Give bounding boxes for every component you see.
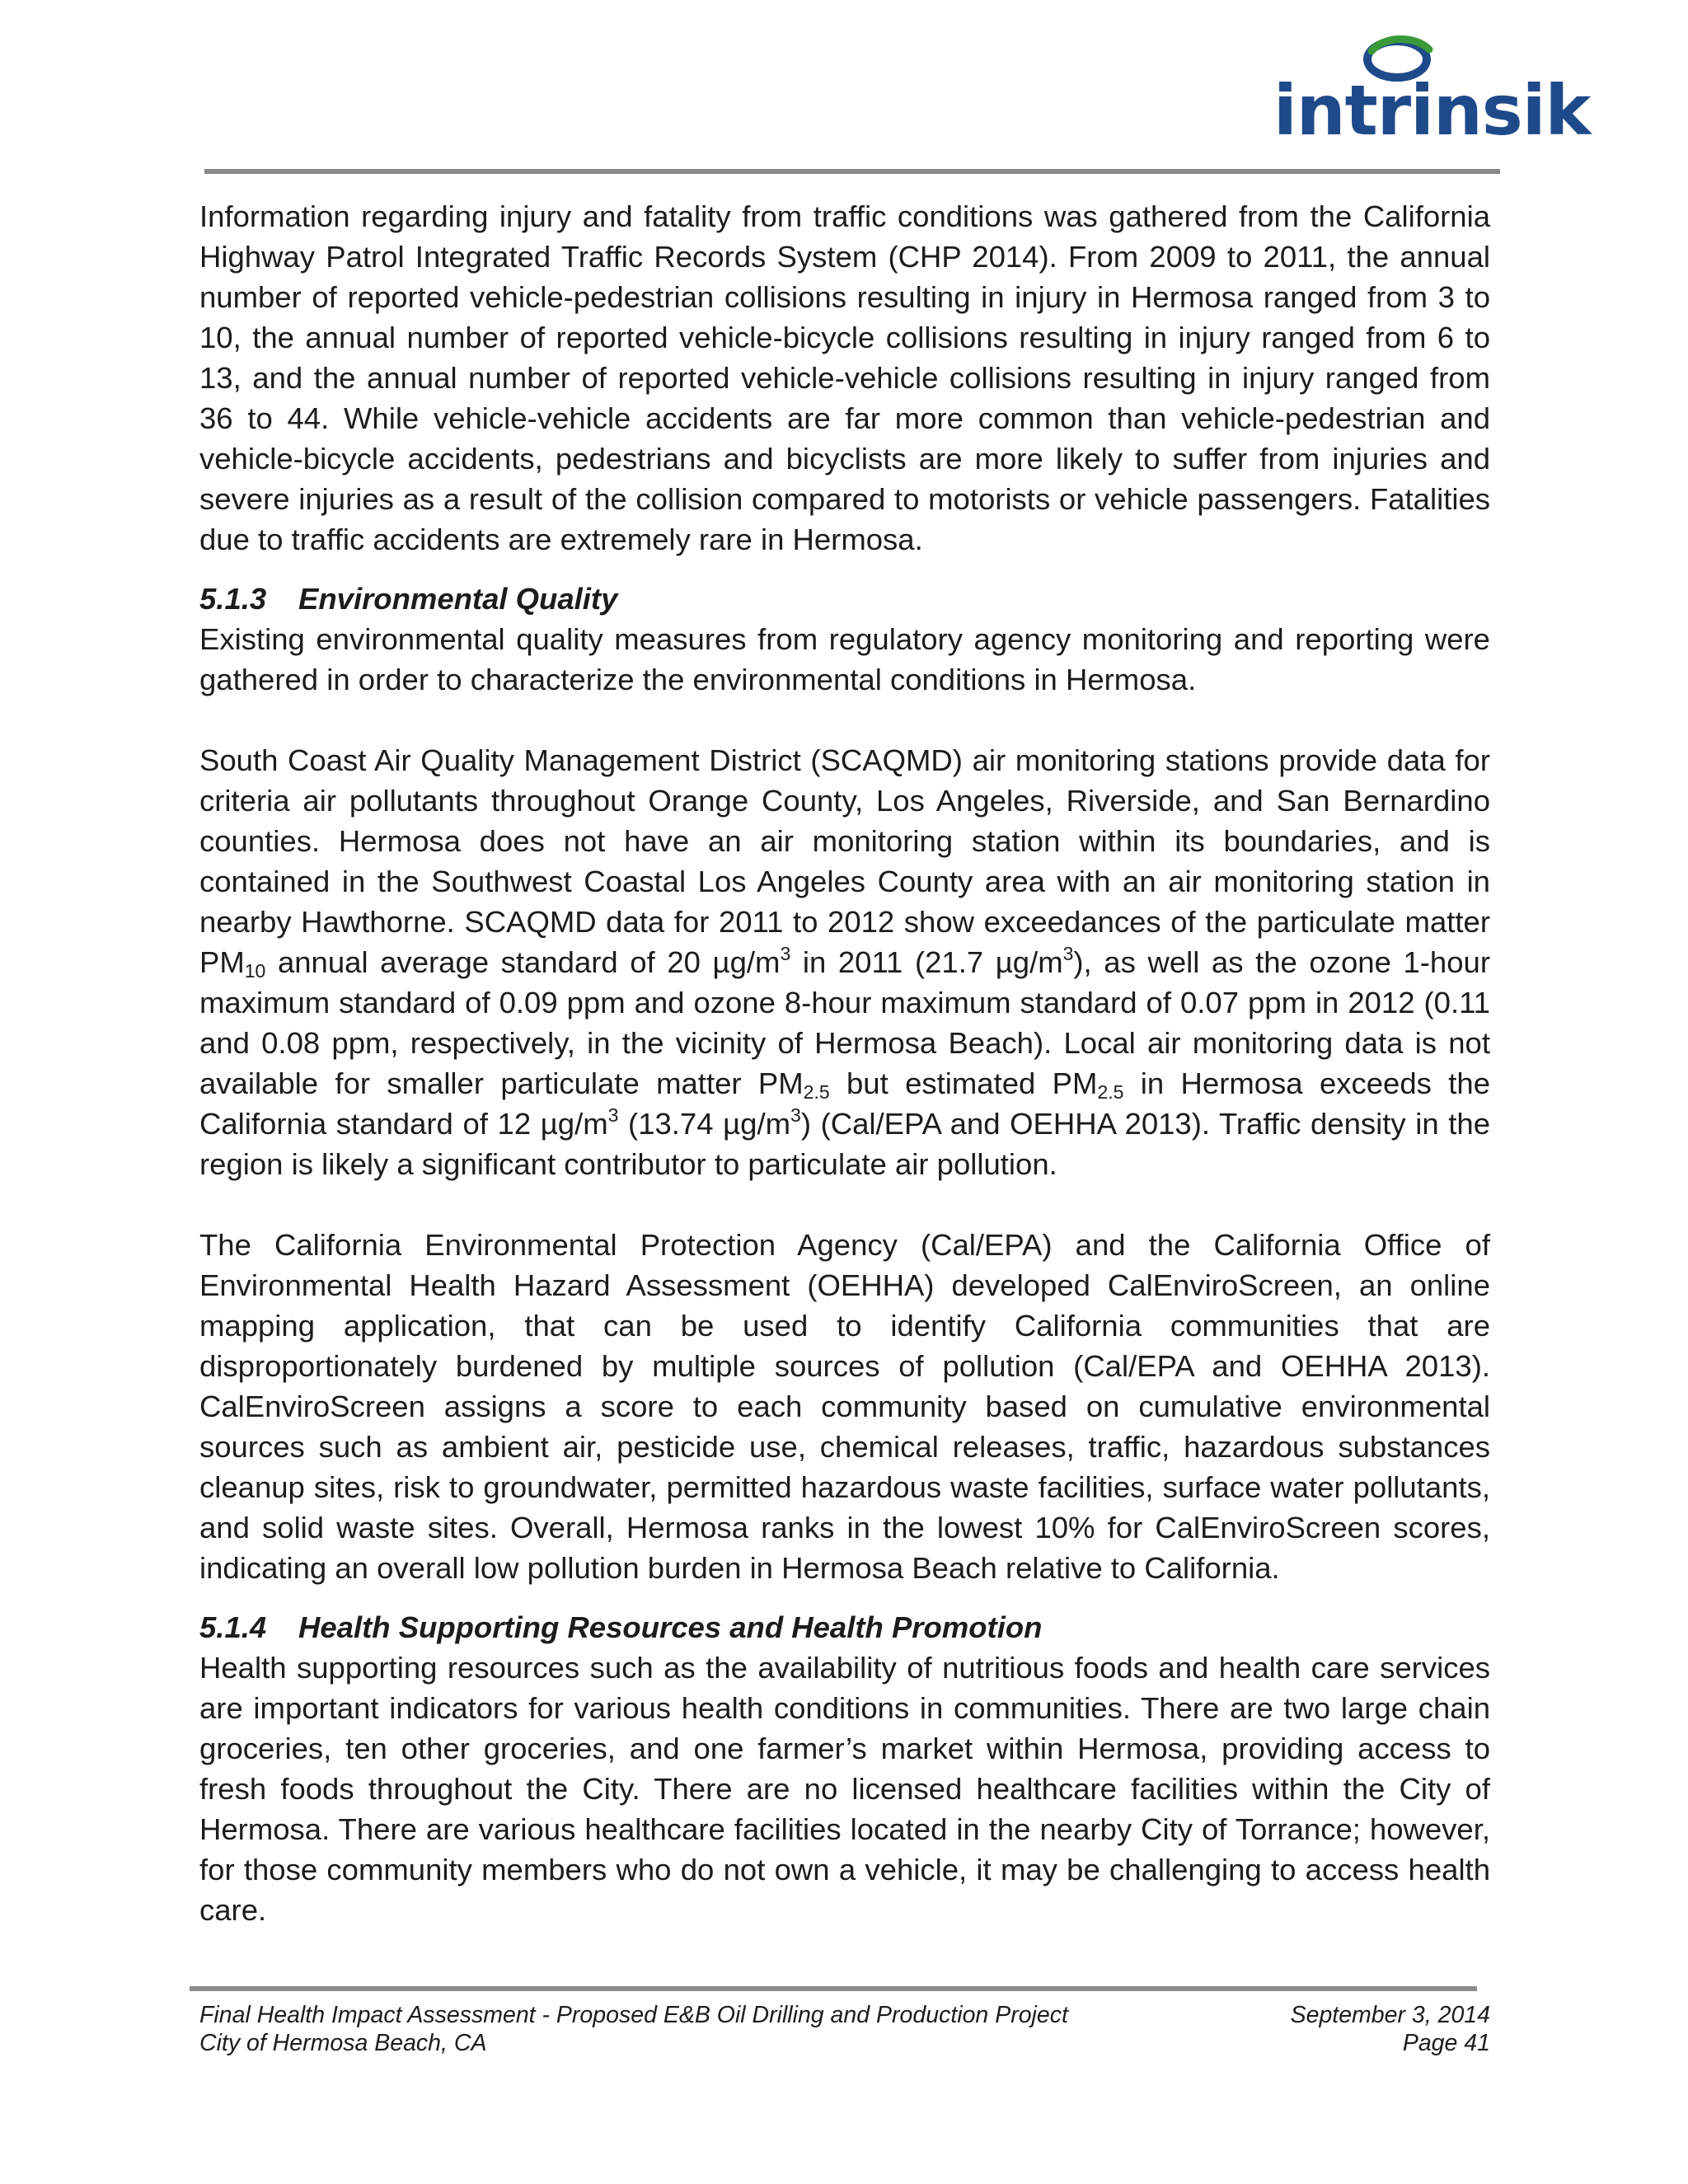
paragraph-env-quality-intro: Existing environmental quality measures from regulatory agency monitoring and reporting were gathered in order to characterize the environmental conditions in Hermosa.	[199, 622, 1490, 696]
footer-date: September 3, 2014	[1290, 2002, 1490, 2028]
footer-document-title: Final Health Impact Assessment - Proposed E&B Oil Drilling and Production Project	[199, 2002, 1068, 2028]
header-rule	[204, 169, 1500, 174]
section-number: 5.1.3	[199, 582, 267, 616]
paragraph-calenviroscreen: The California Environmental Protection Agency (Cal/EPA) and the California Office of Environmental Health Hazard Assessment (OEHHA) developed CalEnviroScreen, an online mapping application, that can be used to identify California communities that are disproportionately burdened by multiple sources of pollution (Cal/EPA and OEHHA 2013). CalEnviroScreen assigns a score to each community based on cumulative environmental sources such as ambient air, pesticide use, chemical releases, traffic, hazardous substances cleanup sites, risk to groundwater, permitted hazardous waste facilities, surface water pollutants, and solid waste sites. Overall, Hermosa ranks in the lowest 10% for CalEnviroScreen scores, indicating an overall low pollution burden in Hermosa Beach relative to California.	[199, 1228, 1490, 1585]
footer-page-number: Page 41	[1402, 2030, 1490, 2056]
paragraph-traffic-injury: Information regarding injury and fatality from traffic conditions was gathered from the California Highway Patrol Integrated Traffic Records System (CHP 2014). From 2009 to 2011, the annual number of reported vehicle-pedestrian collisions resulting in injury in Hermosa ranged from 3 to 10, the annual number of reported vehicle-bicycle collisions resulting in injury ranged from 6 to 13, and the annual number of reported vehicle-vehicle collisions resulting in injury ranged from 36 to 44. While vehicle-vehicle accidents are far more common than vehicle-pedestrian and vehicle-bicycle accidents, pedestrians and bicyclists are more likely to suffer from injuries and severe injuries as a result of the collision compared to motorists or vehicle passengers. Fatalities due to traffic accidents are extremely rare in Hermosa.	[199, 199, 1490, 556]
paragraph-air-quality: South Coast Air Quality Management District (SCAQMD) air monitoring stations provide data for criteria air pollutants throughout Orange County, Los Angeles, Riverside, and San Bernardino counties. Hermosa does not have an air monitoring station within its boundaries, and is contained in the Southwest Coastal Los Angeles County area with an air monitoring station in nearby Hawthorne. SCAQMD data for 2011 to 2012 show exceedances of the particulate matter $PM_{10}$ annual average standard of 20 $\mu g/m^3$ in 2011 (21.7 $\mu g/m^3$), as well as the ozone 1-hour maximum standard of 0.09 ppm and ozone 8-hour maximum standard of 0.07 ppm in 2012 (0.11 and 0.08 ppm, respectively, in the vicinity of Hermosa Beach). Local air monitoring data is not available for smaller particulate matter $PM_{2.5}$ but estimated $PM_{2.5}$ in Hermosa exceeds the California standard of 12 $\mu g/m^3$ (13.74 $\mu g/m^3$) (Cal/EPA and OEHHA 2013). Traffic density in the region is likely a significant contributor to particulate air pollution.	[199, 743, 1491, 1181]
paragraph-health-resources: Health supporting resources such as the availability of nutritious foods and health care services are important indicators for various health conditions in communities. There are two large chain groceries, ten other groceries, and one farmer’s market within Hermosa, providing access to fresh foods throughout the City. There are no licensed healthcare facilities within the City of Hermosa. There are various healthcare facilities located in the nearby City of Torrance; however, for those community members who do not own a vehicle, it may be challenging to access health care.	[199, 1651, 1490, 1927]
section-number: 5.1.4	[199, 1610, 267, 1644]
intrinsik-logo	[1273, 33, 1591, 151]
page-content	[199, 196, 1490, 1930]
logo-wordmark: intrinsik	[1273, 70, 1591, 151]
footer-location: City of Hermosa Beach, CA	[199, 2030, 487, 2056]
page-footer	[199, 2001, 1490, 2057]
section-heading-5-1-3	[199, 579, 1490, 619]
section-title: Environmental Quality	[298, 582, 618, 616]
section-heading-5-1-4	[199, 1608, 1490, 1647]
section-title: Health Supporting Resources and Health Promotion	[298, 1610, 1043, 1644]
footer-rule	[190, 1986, 1477, 1991]
